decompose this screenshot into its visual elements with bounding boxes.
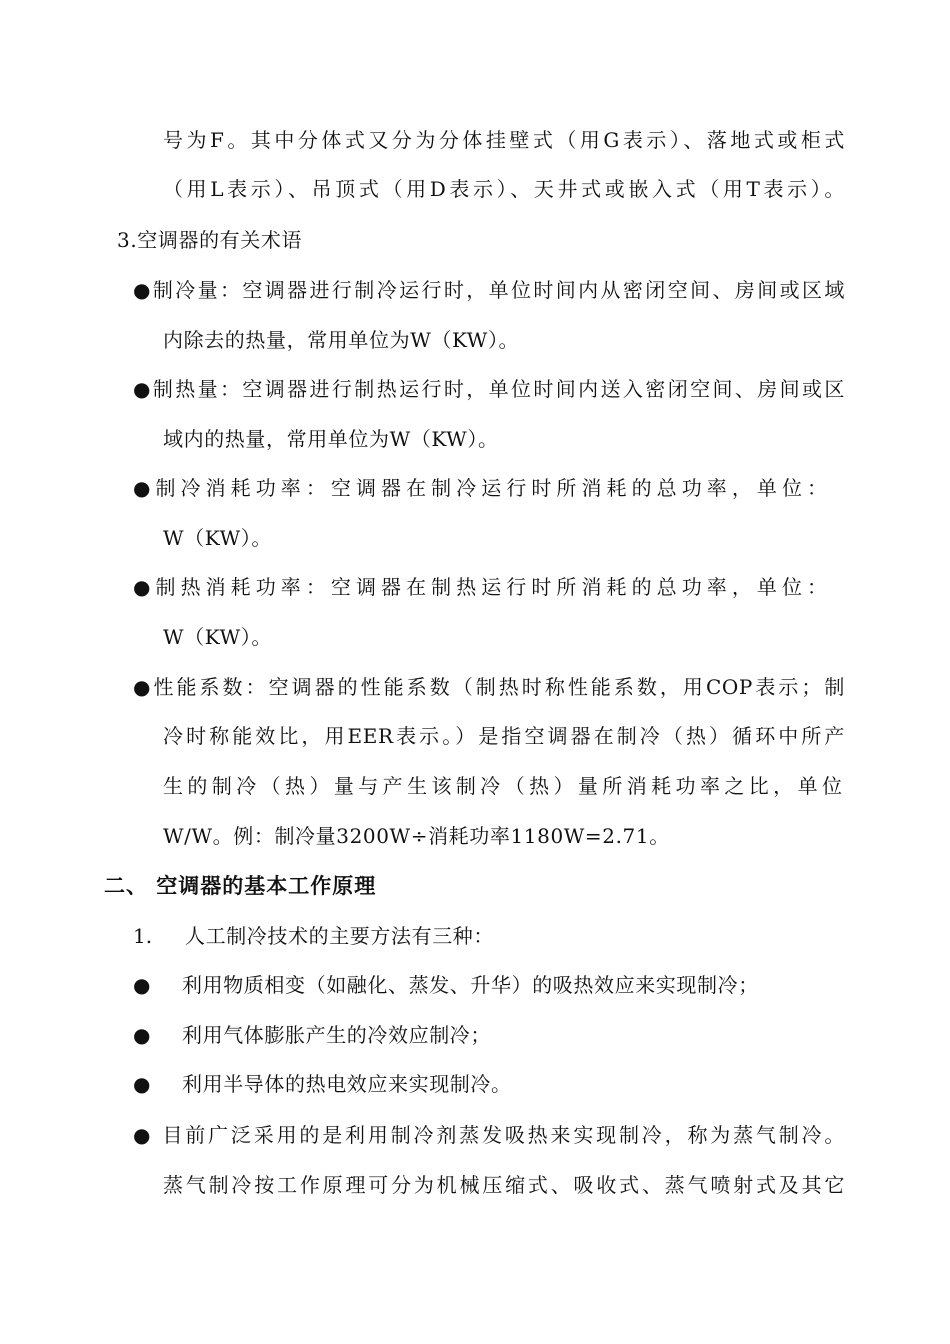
paragraph-line: W（KW）。: [163, 526, 272, 550]
list-number: 1.: [133, 924, 153, 948]
section-heading: 二、 空调器的基本工作原理: [104, 873, 377, 898]
list-item: ● 目前广泛采用的是利用制冷剂蒸发吸热来实现制冷，称为蒸气制冷。: [133, 1123, 845, 1147]
term-item-cop: ●性能系数：空调器的性能系数（制热时称性能系数，用COP表示；制: [133, 675, 845, 699]
term-item-heating-power: ●制热消耗功率：空调器在制热运行时所消耗的总功率，单位：: [133, 575, 830, 599]
section-subheading: 3.空调器的有关术语: [117, 228, 303, 252]
paragraph-line: 号为F。其中分体式又分为分体挂壁式（用G表示）、落地式或柜式: [163, 128, 845, 152]
bullet-icon: ●: [133, 1072, 151, 1096]
list-item: 利用物质相变（如融化、蒸发、升华）的吸热效应来实现制冷；: [182, 973, 759, 997]
list-item: 利用半导体的热电效应来实现制冷。: [182, 1072, 512, 1096]
paragraph-line: 生的制冷（热）量与产生该制冷（热）量所消耗功率之比，单位: [163, 774, 845, 798]
paragraph-line: W/W。例：制冷量3200W÷消耗功率1180W=2.71。: [163, 824, 670, 848]
bullet-icon: ●: [133, 1023, 151, 1047]
term-item-cooling-capacity: ●制冷量：空调器进行制冷运行时，单位时间内从密闭空间、房间或区域: [133, 278, 845, 302]
list-item: 利用气体膨胀产生的冷效应制冷；: [182, 1023, 491, 1047]
paragraph-line: （用L表示）、吊顶式（用D表示）、天井式或嵌入式（用T表示）。: [163, 177, 845, 201]
paragraph-line: 冷时称能效比，用EER表示。）是指空调器在制冷（热）循环中所产: [163, 724, 845, 748]
bullet-icon: ●: [133, 973, 151, 997]
paragraph-line: W（KW）。: [163, 625, 272, 649]
paragraph-line: 内除去的热量，常用单位为W（KW）。: [163, 328, 520, 352]
paragraph-line: 域内的热量，常用单位为W（KW）。: [163, 427, 499, 451]
list-item: 人工制冷技术的主要方法有三种：: [185, 924, 494, 948]
paragraph-line: 蒸气制冷按工作原理可分为机械压缩式、吸收式、蒸气喷射式及其它: [163, 1173, 845, 1197]
term-item-cooling-power: ●制冷消耗功率：空调器在制冷运行时所消耗的总功率，单位：: [133, 476, 830, 500]
term-item-heating-capacity: ●制热量：空调器进行制热运行时，单位时间内送入密闭空间、房间或区: [133, 377, 845, 401]
